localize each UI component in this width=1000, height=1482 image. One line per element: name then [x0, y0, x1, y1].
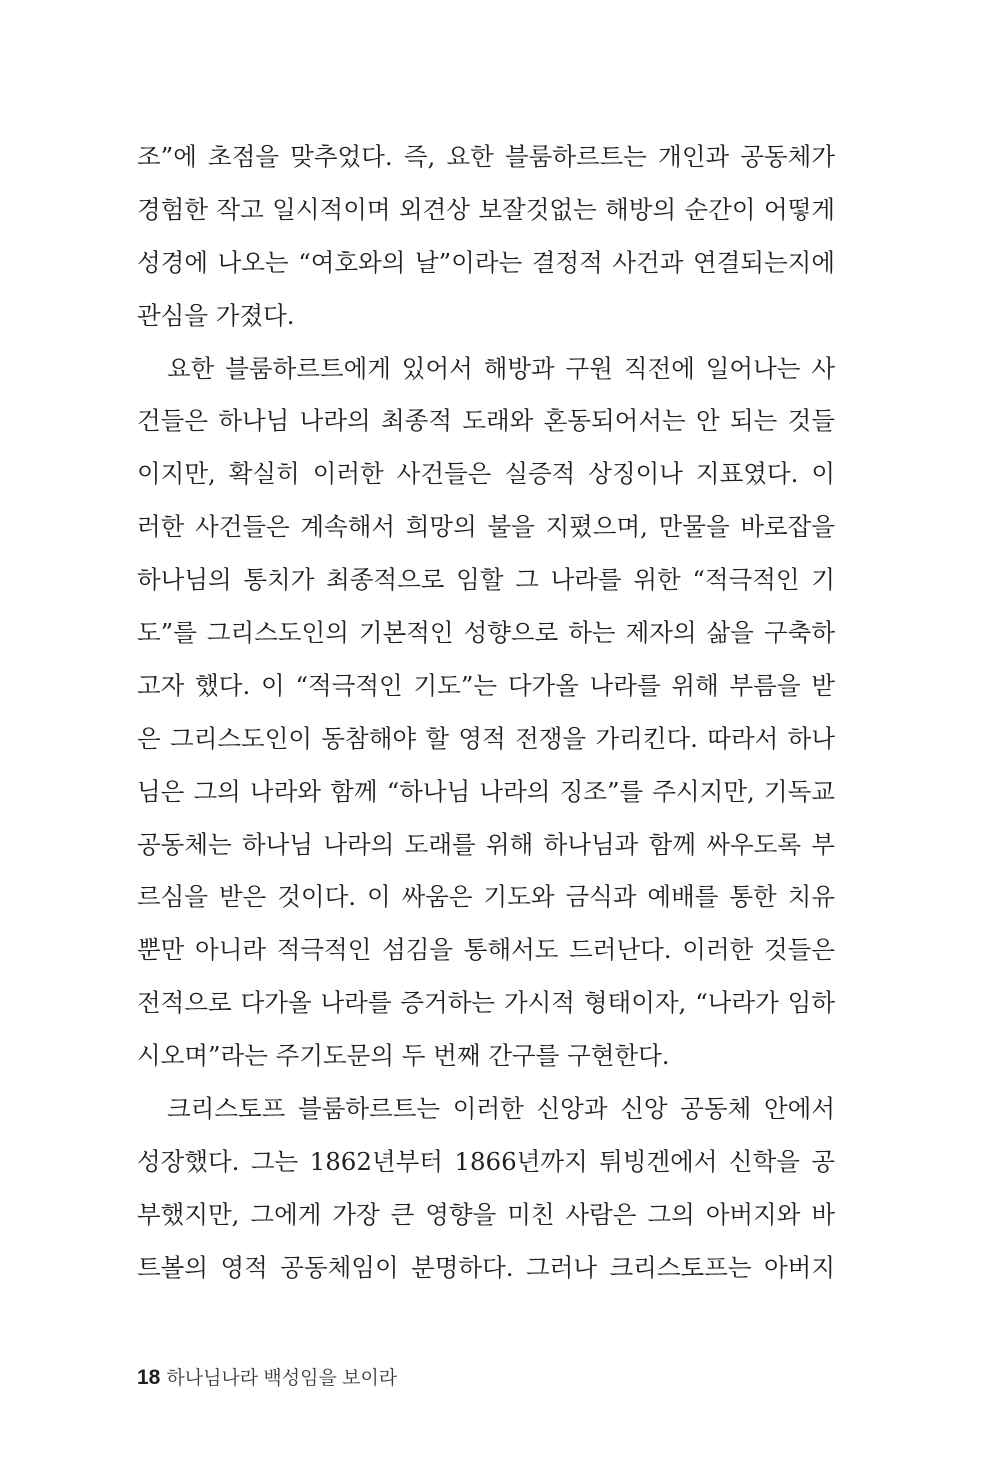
- body-line: 은 그리스도인이 동참해야 할 영적 전쟁을 가리킨다. 따라서 하나: [137, 723, 835, 753]
- body-line: 도”를 그리스도인의 기본적인 성향으로 하는 제자의 삶을 구축하: [137, 618, 835, 648]
- body-line: 트볼의 영적 공동체임이 분명하다. 그러나 크리스토프는 아버지: [137, 1252, 835, 1282]
- body-line: 건들은 하나님 나라의 최종적 도래와 혼동되어서는 안 되는 것들: [137, 406, 835, 436]
- paragraph-1: [137, 131, 835, 343]
- body-line: 크리스토프 블룸하르트는 이러한 신앙과 신앙 공동체 안에서: [167, 1094, 835, 1124]
- body-line: 성경에 나오는 “여호와의 날”이라는 결정적 사건과 연결되는지에: [137, 247, 835, 277]
- body-line: 러한 사건들은 계속해서 희망의 불을 지폈으며, 만물을 바로잡을: [137, 512, 835, 542]
- page-number: 18: [137, 1366, 161, 1389]
- body-line: 요한 블룸하르트에게 있어서 해방과 구원 직전에 일어나는 사: [167, 353, 835, 383]
- paragraph-3: [137, 1083, 835, 1295]
- body-text: [137, 131, 835, 1295]
- body-line: 경험한 작고 일시적이며 외견상 보잘것없는 해방의 순간이 어떻게: [137, 194, 835, 224]
- body-line: 시오며”라는 주기도문의 두 번째 간구를 구현한다.: [137, 1041, 670, 1071]
- body-line: 고자 했다. 이 “적극적인 기도”는 다가올 나라를 위해 부름을 받: [137, 670, 835, 700]
- running-title: 하나님나라 백성임을 보이라: [166, 1368, 398, 1389]
- body-line: 뿐만 아니라 적극적인 섬김을 통해서도 드러난다. 이러한 것들은: [137, 935, 835, 965]
- paragraph-2: [137, 343, 835, 1083]
- page-footer: [137, 1364, 397, 1394]
- body-line: 공동체는 하나님 나라의 도래를 위해 하나님과 함께 싸우도록 부: [137, 829, 835, 859]
- body-line: 관심을 가졌다.: [137, 300, 295, 330]
- body-line: 성장했다. 그는 1862년부터 1866년까지 튀빙겐에서 신학을 공: [137, 1146, 835, 1176]
- body-line: 조”에 초점을 맞추었다. 즉, 요한 블룸하르트는 개인과 공동체가: [137, 142, 835, 171]
- body-line: 하나님의 통치가 최종적으로 임할 그 나라를 위한 “적극적인 기: [137, 565, 835, 595]
- body-line: 이지만, 확실히 이러한 사건들은 실증적 상징이나 지표였다. 이: [137, 459, 835, 489]
- body-line: 전적으로 다가올 나라를 증거하는 가시적 형태이자, “나라가 임하: [137, 988, 835, 1018]
- body-line: 님은 그의 나라와 함께 “하나님 나라의 징조”를 주시지만, 기독교: [137, 776, 835, 806]
- body-line: 부했지만, 그에게 가장 큰 영향을 미친 사람은 그의 아버지와 바: [137, 1199, 835, 1229]
- body-line: 르심을 받은 것이다. 이 싸움은 기도와 금식과 예배를 통한 치유: [137, 882, 835, 912]
